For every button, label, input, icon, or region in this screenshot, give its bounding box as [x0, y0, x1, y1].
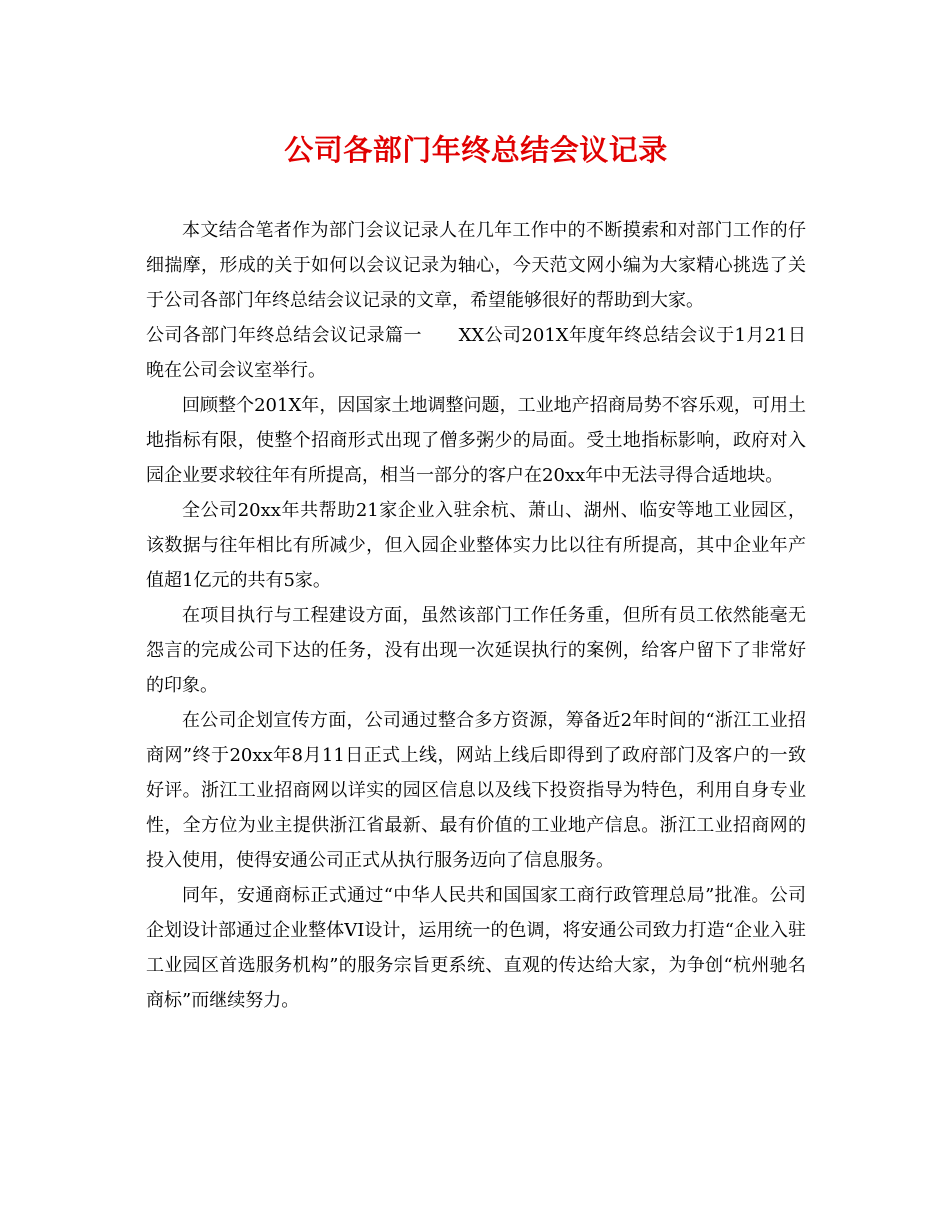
- paragraph-marketing: 在公司企划宣传方面，公司通过整合多方资源，筹备近2年时间的“浙江工业招商网”终于20xx年8月11日正式上线，网站上线后即得到了政府部门及客户的一致好评。浙江工业招商网以详实的园区信息以及线下投资指导为特色，利用自身专业性，全方位为业主提供浙江省最新、最有价值的工业地产信息。浙江工业招商网的投入使用，使得安通公司正式从执行服务迈向了信息服务。: [146, 710, 806, 871]
- paragraph-review: 回顾整个201X年，因国家土地调整问题，工业地产招商局势不容乐观，可用土地指标有限，使整个招商形式出现了僧多粥少的局面。受土地指标影响，政府对入园企业要求较往年有所提高，相当一部分的客户在20xx年中无法寻得合适地块。: [146, 395, 806, 486]
- document-title: 公司各部门年终总结会议记录: [284, 133, 668, 167]
- document-page: [146, 128, 806, 1018]
- paragraph-meeting-note: 公司各部门年终总结会议记录篇一 XX公司201X年度年终总结会议于1月21日晚在公司会议室举行。: [146, 325, 806, 381]
- paragraph-intro: 本文结合笔者作为部门会议记录人在几年工作中的不断摸索和对部门工作的仔细揣摩，形成的关于如何以会议记录为轴心，今天范文网小编为大家精心挑选了关于公司各部门年终总结会议记录的文章，希望能够很好的帮助到大家。: [146, 220, 806, 311]
- paragraph-trademark: 同年，安通商标正式通过“中华人民共和国国家工商行政管理总局”批准。公司企划设计部通过企业整体VI设计，运用统一的色调，将安通公司致力打造“企业入驻工业园区首选服务机构”的服务宗旨更系统、直观的传达给大家，为争创“杭州驰名商标”而继续努力。: [146, 885, 806, 1011]
- paragraph-project-execution: 在项目执行与工程建设方面，虽然该部门工作任务重，但所有员工依然能毫无怨言的完成公司下达的任务，没有出现一次延误执行的案例，给客户留下了非常好的印象。: [146, 605, 806, 696]
- document-body: [146, 213, 806, 1018]
- paragraph-results: 全公司20xx年共帮助21家企业入驻余杭、萧山、湖州、临安等地工业园区，该数据与往年相比有所减少，但入园企业整体实力比以往有所提高，其中企业年产值超1亿元的共有5家。: [146, 500, 806, 591]
